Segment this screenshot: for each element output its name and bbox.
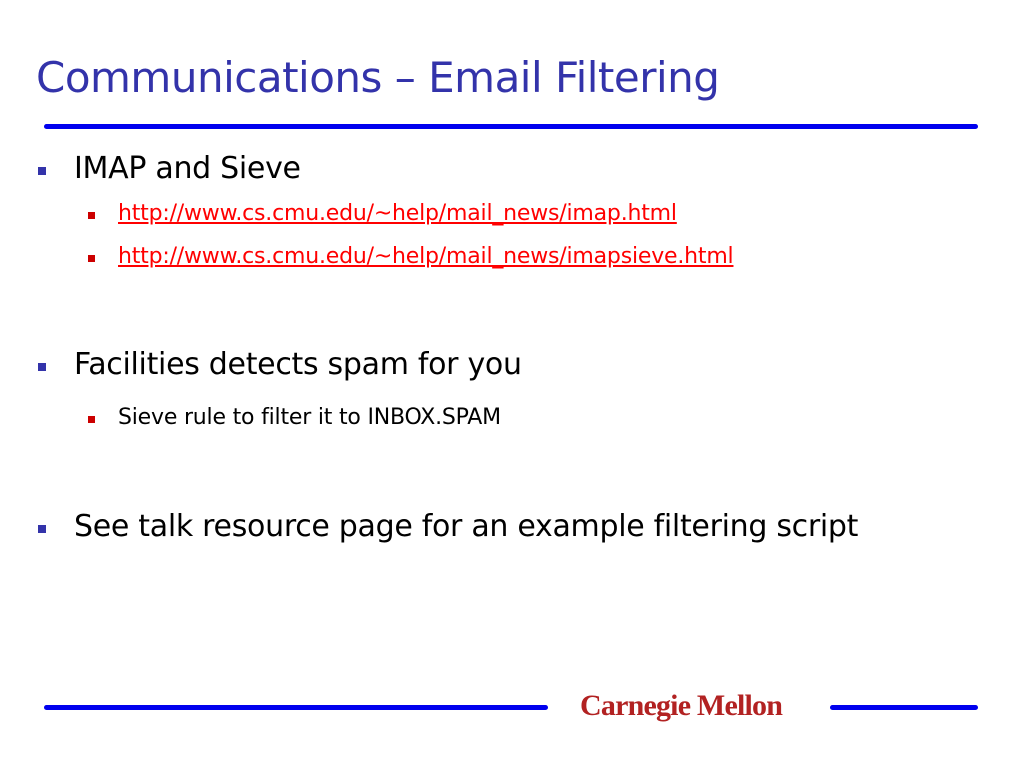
footer-rule-right [830,705,978,710]
bullet-text: IMAP and Sieve [74,151,301,186]
bullet-marker [38,167,46,175]
imap-help-link[interactable]: http://www.cs.cmu.edu/~help/mail_news/imap.html [118,201,677,226]
bullet-text: Facilities detects spam for you [74,347,522,382]
imapsieve-help-link[interactable]: http://www.cs.cmu.edu/~help/mail_news/imapsieve.html [118,244,734,269]
title-divider [44,124,978,129]
bullet-marker [38,363,46,371]
sub-bullet-marker [88,255,95,262]
sub-bullet-text: Sieve rule to filter it to INBOX.SPAM [118,405,501,430]
sub-bullet-marker [88,212,95,219]
sub-bullet-marker [88,416,95,423]
slide-title: Communications – Email Filtering [36,53,720,102]
footer-rule-left [44,705,548,710]
carnegie-mellon-logo: Carnegie Mellon [580,689,783,722]
bullet-text: See talk resource page for an example filtering script [74,509,859,544]
bullet-marker [38,525,46,533]
